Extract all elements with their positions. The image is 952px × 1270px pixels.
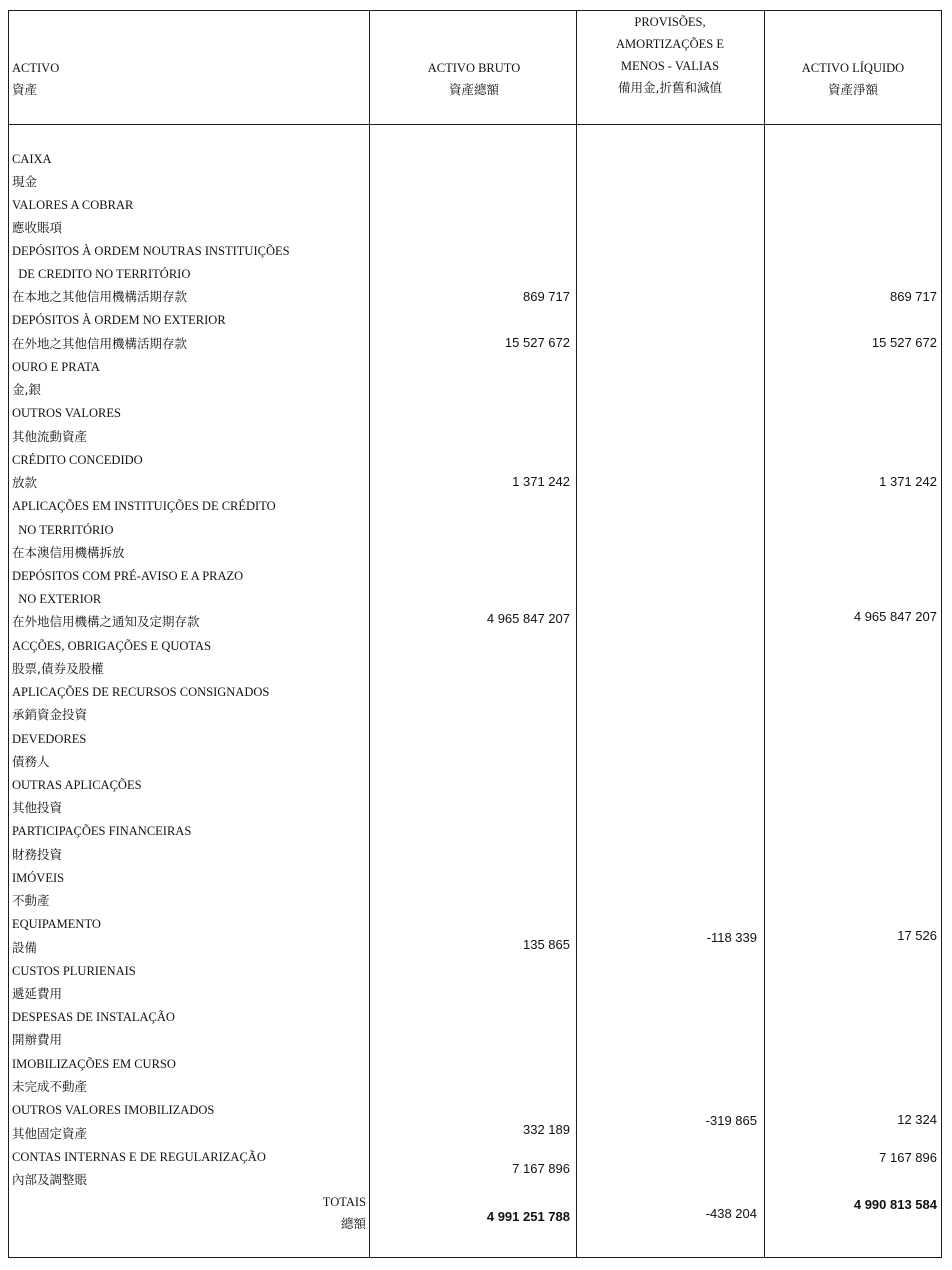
value-liquido: 15 527 672 <box>871 335 937 350</box>
row-label: 在外地信用機構之通知及定期存款 <box>12 614 200 629</box>
row-label: OUTRAS APLICAÇÕES <box>12 778 142 792</box>
row-label: 其他投資 <box>12 800 63 815</box>
value-provisoes: -118 339 <box>706 930 757 945</box>
totals-label-zh: 總額 <box>340 1216 366 1231</box>
row-label: DEVEDORES <box>12 732 87 746</box>
header-activo-bruto <box>381 57 567 101</box>
row-label: APLICAÇÕES EM INSTITUIÇÕES DE CRÉDITO <box>12 499 276 513</box>
row-label: NO TERRITÓRIO <box>12 523 114 537</box>
header-activo-zh: 資產 <box>12 82 38 97</box>
row-label: ACÇÕES, OBRIGAÇÕES E QUOTAS <box>12 639 212 653</box>
value-liquido: 1 371 242 <box>879 474 937 489</box>
total-provisoes: -438 204 <box>705 1206 757 1221</box>
row-label: IMÓVEIS <box>12 871 65 885</box>
row-label: DESPESAS DE INSTALAÇÃO <box>12 1010 175 1024</box>
row-label: 在本澳信用機構拆放 <box>12 545 125 560</box>
row-label: CONTAS INTERNAS E DE REGULARIZAÇÃO <box>12 1150 266 1164</box>
row-label: DEPÓSITOS À ORDEM NOUTRAS INSTITUIÇÕES <box>12 244 290 258</box>
header-prov-zh: 備用金,折舊和減值 <box>618 80 722 95</box>
value-liquido: 4 965 847 207 <box>853 609 937 624</box>
row-label: 其他固定資產 <box>12 1126 88 1141</box>
value-bruto: 15 527 672 <box>504 335 570 350</box>
row-label: VALORES A COBRAR <box>12 198 134 212</box>
header-prov-line1: PROVISÕES, <box>634 15 706 29</box>
row-label: 內部及調整賬 <box>12 1172 88 1187</box>
header-prov-line2: AMORTIZAÇÕES E <box>616 37 724 51</box>
row-label: OUTROS VALORES IMOBILIZADOS <box>12 1103 215 1117</box>
row-label: 其他流動資產 <box>12 429 88 444</box>
header-liquido-zh: 資產淨額 <box>827 82 878 97</box>
row-label: 遞延費用 <box>12 986 63 1001</box>
row-label: CAIXA <box>12 152 52 166</box>
row-label: 承銷資金投資 <box>12 707 88 722</box>
row-label: APLICAÇÕES DE RECURSOS CONSIGNADOS <box>12 685 270 699</box>
value-bruto: 135 865 <box>523 937 570 952</box>
row-label: 設備 <box>12 940 38 955</box>
total-liquido: 4 990 813 584 <box>853 1197 937 1212</box>
column-divider <box>576 11 577 1257</box>
row-label: DE CREDITO NO TERRITÓRIO <box>12 267 191 281</box>
row-label: 未完成不動產 <box>12 1079 88 1094</box>
value-bruto: 1 371 242 <box>512 474 570 489</box>
value-liquido: 12 324 <box>897 1112 937 1127</box>
row-label: OUTROS VALORES <box>12 406 121 420</box>
row-label: 財務投資 <box>12 847 63 862</box>
row-label: CUSTOS PLURIENAIS <box>12 964 136 978</box>
value-liquido: 7 167 896 <box>879 1150 937 1165</box>
row-label: OURO E PRATA <box>12 360 100 374</box>
header-provisoes <box>577 11 763 99</box>
value-provisoes: -319 865 <box>705 1113 757 1128</box>
row-label: DEPÓSITOS COM PRÉ-AVISO E A PRAZO <box>12 569 244 583</box>
totals-label-pt: TOTAIS <box>322 1195 366 1209</box>
header-prov-line3: MENOS - VALIAS <box>620 59 720 73</box>
row-label: DEPÓSITOS À ORDEM NO EXTERIOR <box>12 313 226 327</box>
header-activo-liquido <box>765 57 941 101</box>
value-bruto: 7 167 896 <box>512 1161 570 1176</box>
value-liquido: 17 526 <box>897 928 937 943</box>
row-label: 放款 <box>12 475 38 490</box>
row-label: 開辦費用 <box>12 1032 63 1047</box>
value-liquido: 869 717 <box>890 289 937 304</box>
header-liquido-pt: ACTIVO LÍQUIDO <box>801 61 905 75</box>
total-bruto: 4 991 251 788 <box>486 1209 570 1224</box>
row-label: 在本地之其他信用機構活期存款 <box>12 289 188 304</box>
row-label: 現金 <box>12 174 38 189</box>
column-divider <box>764 11 765 1257</box>
row-label: PARTICIPAÇÕES FINANCEIRAS <box>12 824 192 838</box>
row-label: NO EXTERIOR <box>12 592 102 606</box>
column-divider <box>369 11 370 1257</box>
header-bruto-zh: 資產總額 <box>448 82 499 97</box>
header-activo-pt: ACTIVO <box>12 61 60 75</box>
row-label: 不動產 <box>12 893 50 908</box>
row-label: EQUIPAMENTO <box>12 917 101 931</box>
row-label: 債務人 <box>12 754 50 769</box>
row-label: 應收賬項 <box>12 220 63 235</box>
row-label: 股票,債券及股權 <box>12 661 104 676</box>
row-label: IMOBILIZAÇÕES EM CURSO <box>12 1057 176 1071</box>
header-divider <box>9 124 941 125</box>
balance-sheet-table <box>8 10 942 1258</box>
totals-label <box>323 1191 366 1235</box>
header-activo <box>9 57 59 101</box>
row-label: CRÉDITO CONCEDIDO <box>12 453 143 467</box>
value-bruto: 869 717 <box>523 289 570 304</box>
value-bruto: 332 189 <box>523 1122 570 1137</box>
row-label: 金,銀 <box>12 382 41 397</box>
header-bruto-pt: ACTIVO BRUTO <box>427 61 521 75</box>
value-bruto: 4 965 847 207 <box>486 611 570 626</box>
row-label: 在外地之其他信用機構活期存款 <box>12 336 188 351</box>
